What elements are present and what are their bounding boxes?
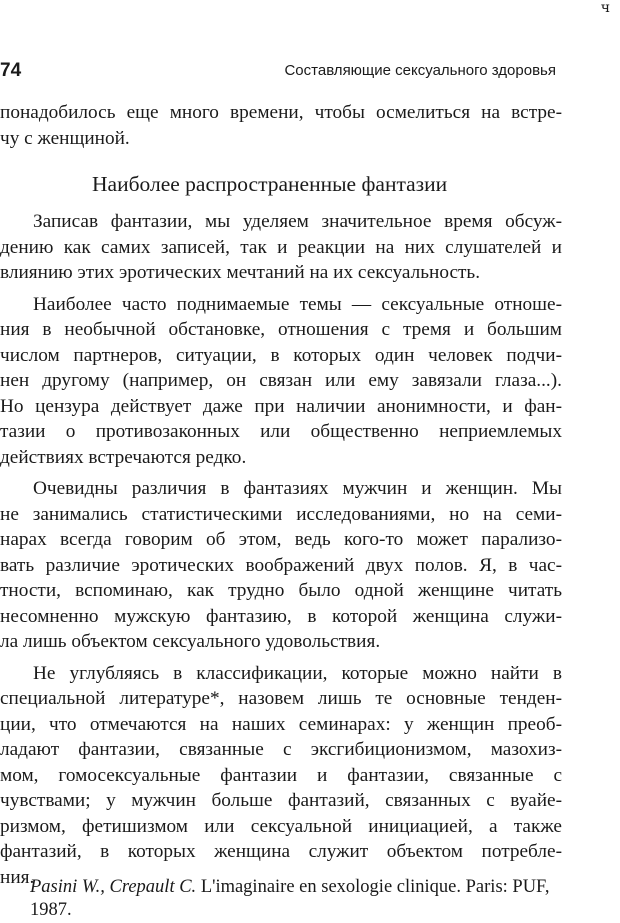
text-line: Записав фантазии, мы уделяем значительное время обсуж- — [33, 211, 562, 232]
corner-mark: ч — [600, 0, 610, 16]
footnote — [30, 876, 566, 922]
text-line: фантазий, в которых женщина служит объектом потребле- — [0, 841, 562, 862]
text-line: ладают фантазии, связанные с эксгибиционизмом, мазохиз- — [0, 739, 562, 760]
text-line: влиянию этих эротических мечтаний на их сексуальность. — [0, 262, 481, 283]
text-line: числом партнеров, ситуации, в которых один человек подчи- — [0, 344, 562, 366]
footnote-authors: Pasini W., Crepault C. — [30, 877, 197, 897]
text-line: Не углубляясь в классификации, которые можно найти в — [33, 662, 562, 684]
lead-paragraph — [0, 100, 562, 151]
text-line: ризмом, фетишизмом или сексуальной инициацией, а также — [0, 815, 562, 837]
text-line: несомненно мужскую фантазию, в которой женщина служи- — [0, 605, 562, 627]
paragraph-2 — [0, 292, 562, 471]
footnote-title: L'imaginaire en sexologie clinique. — [200, 877, 462, 897]
text-line: чувствами; у мужчин больше фантазий, связанных с вуайе- — [0, 790, 562, 811]
text-line: ния в необычной обстановке, отношения с тремя и большим — [0, 319, 562, 340]
text-line: действиях встречаются редко. — [0, 446, 247, 468]
text-line: дению как самих записей, так и реакции на них слушателей и — [0, 236, 562, 258]
text-line: нен другому (например, он связан или ему завязали глаза...). — [0, 370, 562, 391]
text-line: Наиболее часто поднимаемые темы — сексуальные отноше- — [33, 293, 562, 315]
text-line: ции, что отмечаются на наших семинарах: у женщин преоб- — [0, 713, 562, 735]
text-line: специальной литературе*, назовем лишь те основные тенден- — [0, 688, 562, 709]
running-title: Составляющие сексуального здоровья — [284, 62, 556, 79]
paragraph-3 — [0, 476, 562, 655]
paragraph-1 — [0, 209, 562, 286]
section-heading: Наиболее распространенные фантазии — [92, 172, 448, 196]
running-header — [0, 60, 600, 84]
text-line: не занимались статистическими исследованиями, но на семи- — [0, 503, 562, 525]
text-line: понадобилось еще много времени, чтобы осмелиться на встре- — [0, 102, 562, 123]
text-line: тности, вспоминаю, как трудно было одной женщине читать — [0, 580, 562, 601]
footnote-publisher: Paris: PUF, 1987. — [30, 877, 550, 920]
text-line: Но цензура действует даже при наличии анонимности, и фан- — [0, 395, 562, 417]
page-body — [0, 100, 562, 896]
text-line: ла лишь объектом сексуального удовольствия. — [0, 631, 381, 652]
text-line: нарах всегда говорим об этом, ведь кого-то может парализо- — [0, 529, 562, 550]
text-line: тазии о противозаконных или общественно неприемлемых — [0, 421, 562, 442]
text-line: вать различие эротических воображений двух полов. Я, в час- — [0, 554, 562, 576]
text-line: чу с женщиной. — [0, 127, 130, 149]
text-line: ния. — [0, 866, 35, 888]
text-line: мом, гомосексуальные фантазии и фантазии, связанные с — [0, 764, 562, 786]
page-number: 74 — [0, 60, 22, 81]
paragraph-4 — [0, 661, 562, 891]
text-line: Очевидны различия в фантазиях мужчин и женщин. Мы — [33, 478, 562, 499]
